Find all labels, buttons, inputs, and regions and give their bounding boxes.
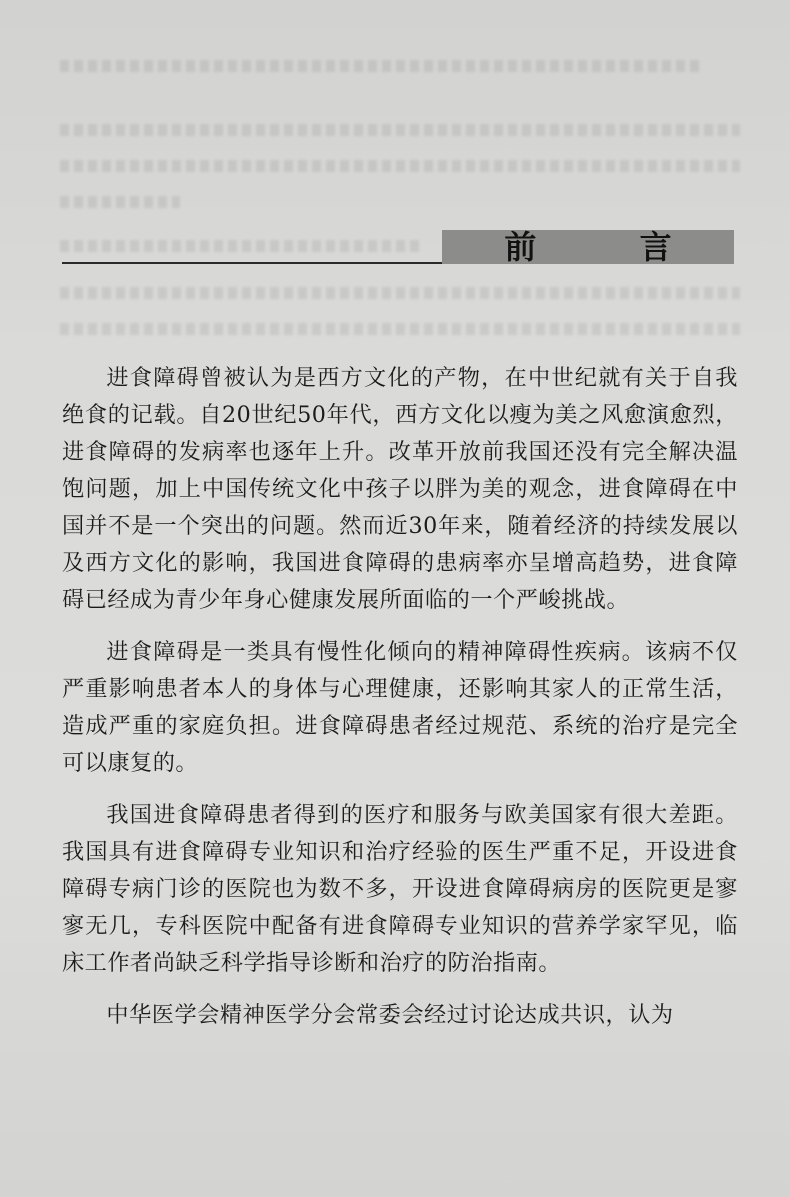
bleed-through-line [60, 160, 740, 172]
bleed-through-line [60, 287, 740, 299]
bleed-through-line [60, 60, 700, 72]
section-heading [62, 230, 734, 264]
body-text [62, 360, 738, 1049]
paragraph: 进食障碍曾被认为是西方文化的产物，在中世纪就有关于自我绝食的记载。自20世纪50年代，西方文化以瘦为美之风愈演愈烈，进食障碍的发病率也逐年上升。改革开放前我国还没有完全解决温饱问题，加上中国传统文化中孩子以胖为美的观念，进食障碍在中国并不是一个突出的问题。然而近30年来，随着经济的持续发展以及西方文化的影响，我国进食障碍的患病率亦呈增高趋势，进食障碍已经成为青少年身心健康发展所面临的一个严峻挑战。 [62, 365, 738, 613]
paragraph: 中华医学会精神医学分会常委会经过讨论达成共识，认为 [106, 1002, 674, 1028]
heading-banner [442, 230, 734, 264]
paragraph: 我国进食障碍患者得到的医疗和服务与欧美国家有很大差距。我国具有进食障碍专业知识和治疗经验的医生严重不足，开设进食障碍专病门诊的医院也为数不多，开设进食障碍病房的医院更是寥寥无几，专科医院中配备有进食障碍专业知识的营养学家罕见，临床工作者尚缺乏科学指导诊断和治疗的防治指南。 [62, 802, 738, 976]
bleed-through-line [60, 323, 740, 335]
section-title: 前 言 [504, 228, 718, 266]
bleed-through-line [60, 196, 180, 208]
bleed-through-line [60, 124, 740, 136]
paragraph: 进食障碍是一类具有慢性化倾向的精神障碍性疾病。该病不仅严重影响患者本人的身体与心理健康，还影响其家人的正常生活，造成严重的家庭负担。进食障碍患者经过规范、系统的治疗是完全可以康复的。 [62, 639, 738, 776]
